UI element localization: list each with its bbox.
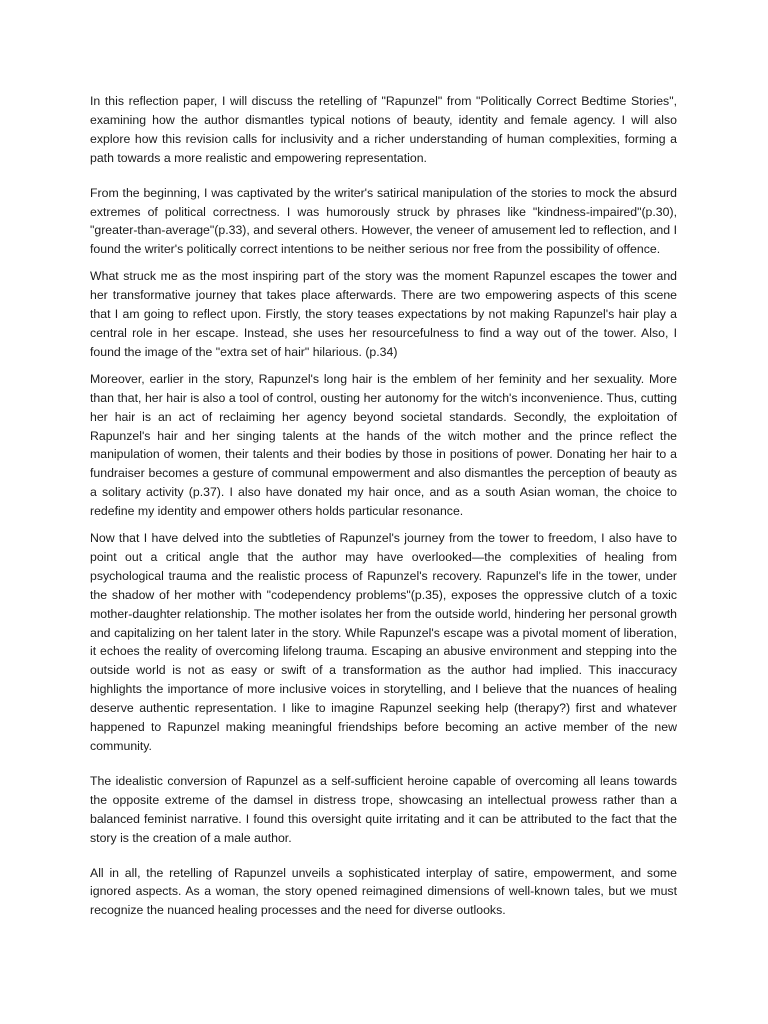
paragraph-hair-symbolism: Moreover, earlier in the story, Rapunzel's long hair is the emblem of her feminity and her sexuality. More than that, her hair is also a tool of control, ousting her autonomy for the witch's inconvenience. Thus, cutting her hair is an act of reclaiming her agency beyond societal standards. Secondly, the exploitation of Rapunzel's hair and her singing talents at the hands of the witch mother and the prince reflect the manipulation of women, their talents and their bodies by those in positions of power. Donating her hair to a fundraiser becomes a gesture of communal empowerment and also dismantles the perception of beauty as a solitary activity (p.37). I also have donated my hair once, and as a south Asian woman, the choice to redefine my identity and empower others holds particular resonance. [90,371,677,519]
paragraph-introduction: In this reflection paper, I will discuss the retelling of "Rapunzel" from "Politically Correct Bedtime Stories", examining how the author dismantles typical notions of beauty, identity and female agency. I will also explore how this revision calls for inclusivity and a richer understanding of human complexities, forming a path towards a more realistic and empowering representation. [90,94,677,165]
paragraph-first-impressions: From the beginning, I was captivated by the writer's satirical manipulation of the stories to mock the absurd extremes of political correctness. I was humorously struck by phrases like "kindness-impaired"(p.30), "greater-than-average"(p.33), and several others. However, the veneer of amusement led to reflection, and I found the writer's politically correct intentions to be neither serious nor free from the possibility of offence. [90,185,677,257]
paragraph-idealistic-conversion: The idealistic conversion of Rapunzel as a self-sufficient heroine capable of overcoming all leans towards the opposite extreme of the damsel in distress trope, showcasing an intellectual prowess rather than a balanced feminist narrative. I found this oversight quite irritating and it can be attributed to the fact that the story is the creation of a male author. [90,773,677,845]
paragraph-critical-angle: Now that I have delved into the subtleties of Rapunzel's journey from the tower to freedom, I also have to point out a critical angle that the author may have overlooked—the complexities of healing from psychological trauma and the realistic process of Rapunzel's recovery. Rapunzel's life in the tower, under the shadow of her mother with "codependency problems"(p.35), exposes the oppressive clutch of a toxic mother-daughter relationship. The mother isolates her from the outside world, hindering her personal growth and capitalizing on her talent later in the story. While Rapunzel's escape was a pivotal moment of liberation, it echoes the reality of overcoming lifelong trauma. Escaping an abusive environment and stepping into the outside world is not as easy or swift of a transformation as the author had implied. This inaccuracy highlights the importance of more inclusive voices in storytelling, and I believe that the nuances of healing deserve authentic representation. I like to imagine Rapunzel seeking help (therapy?) first and whatever happened to Rapunzel making meaningful friendships before becoming an active member of the new community. [90,531,677,753]
document-body [90,92,677,920]
paragraph-escape-scene: What struck me as the most inspiring part of the story was the moment Rapunzel escapes the tower and her transformative journey that takes place afterwards. There are two empowering aspects of this scene that I am going to reflect upon. Firstly, the story teases expectations by not making Rapunzel's hair play a central role in her escape. Instead, she uses her resourcefulness to find a way out of the tower. Also, I found the image of the "extra set of hair" hilarious. (p.34) [90,269,677,359]
paragraph-conclusion: All in all, the retelling of Rapunzel unveils a sophisticated interplay of satire, empowerment, and some ignored aspects. As a woman, the story opened reimagined dimensions of well-known tales, but we must recognize the nuanced healing processes and the need for diverse outlooks. [90,865,677,918]
